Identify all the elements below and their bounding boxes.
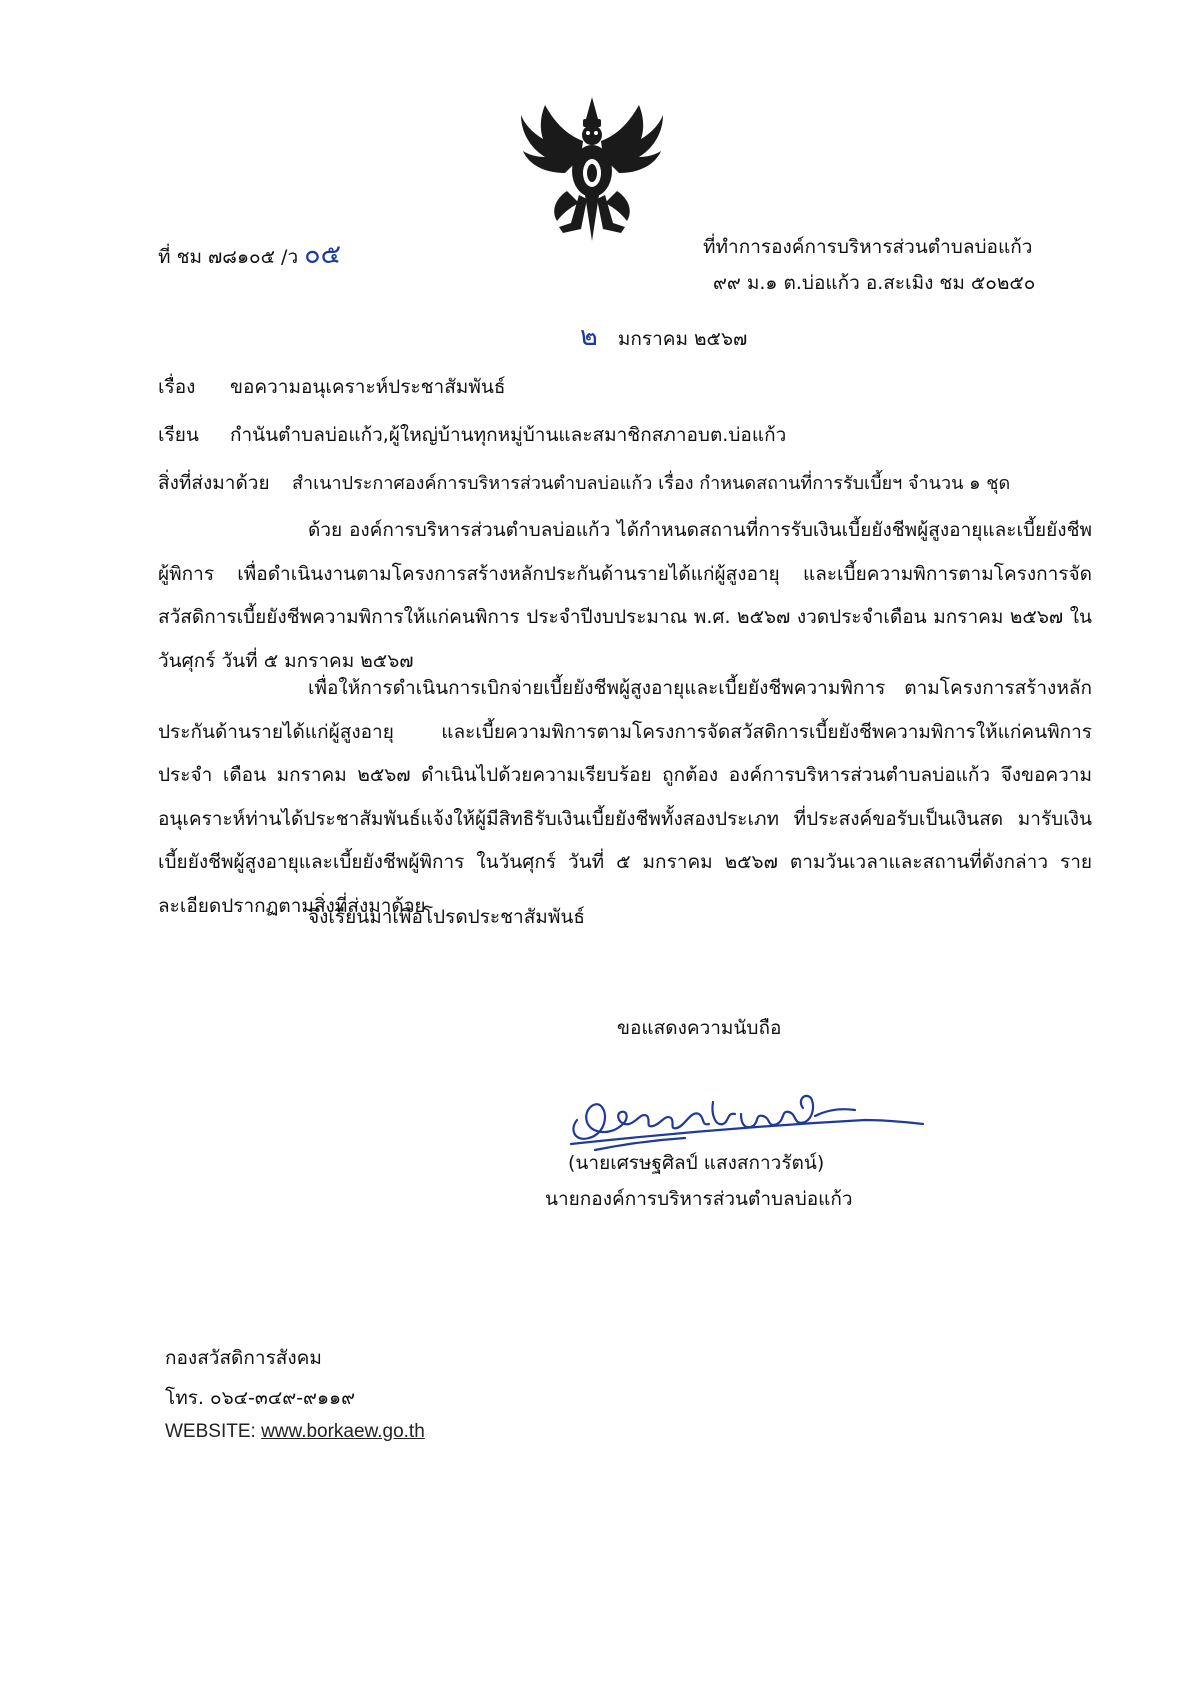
- recipient-label: เรียน: [158, 424, 199, 446]
- closing-regards: ขอแสดงความนับถือ: [617, 1017, 782, 1039]
- attachment-label: สิ่งที่ส่งมาด้วย: [158, 472, 270, 494]
- recipient-value: กำนันตำบลบ่อแก้ว,ผู้ใหญ่บ้านทุกหมู่บ้านและสมาชิกสภาอบต.บ่อแก้ว: [230, 424, 787, 446]
- date-month-year: มกราคม ๒๕๖๗: [617, 328, 748, 350]
- attachment-value: สำเนาประกาศองค์การบริหารส่วนตำบลบ่อแก้ว เรื่อง กำหนดสถานที่การรับเบี้ยฯ จำนวน ๑ ชุด: [292, 473, 1011, 494]
- website-line: [165, 1421, 425, 1443]
- closing-sentence: จึงเรียนมาเพื่อโปรดประชาสัมพันธ์: [308, 906, 585, 928]
- reference-prefix: ที่ ชม ๗๘๑๐๕ /ว: [158, 246, 299, 268]
- office-name: ที่ทำการองค์การบริหารส่วนตำบลบ่อแก้ว: [703, 236, 1033, 258]
- reference-handwritten-number: ๐๕: [304, 239, 342, 270]
- department-phone: โทร. ๐๖๔-๓๔๙-๙๑๑๙: [165, 1387, 355, 1409]
- office-address: ๙๙ ม.๑ ต.บ่อแก้ว อ.สะเมิง ชม ๕๐๒๕๐: [713, 272, 1036, 294]
- garuda-emblem-icon: [515, 95, 670, 245]
- body-paragraph-1: ด้วย องค์การบริหารส่วนตำบลบ่อแก้ว ได้กำหนดสถานที่การรับเงินเบี้ยยังชีพผู้สูงอายุและเบี้ยยังชีพผู้พิการ เพื่อดำเนินงานตามโครงการสร้างหลักประกันด้านรายได้แก่ผู้สูงอายุ และเบี้ยความพิการตามโครงการจัดสวัสดิการเบี้ยยังชีพความพิการให้แก่คนพิการ ประจำปีงบประมาณ พ.ศ. ๒๕๖๗ งวดประจำเดือน มกราคม ๒๕๖๗ ในวันศุกร์ วันที่ ๕ มกราคม ๒๕๖๗: [158, 519, 1092, 672]
- handwritten-signature: [565, 1080, 935, 1155]
- date-handwritten-day: ๒: [580, 321, 598, 352]
- department-name: กองสวัสดิการสังคม: [165, 1347, 322, 1369]
- website-label: WEBSITE:: [165, 1421, 256, 1442]
- subject-value: ขอความอนุเคราะห์ประชาสัมพันธ์: [230, 376, 506, 398]
- document-date: [580, 314, 747, 357]
- signatory-position: นายกองค์การบริหารส่วนตำบลบ่อแก้ว: [545, 1188, 853, 1210]
- website-link[interactable]: www.borkaew.go.th: [261, 1421, 425, 1442]
- signatory-name: (นายเศรษฐศิลป์ แสงสกาวรัตน์): [568, 1152, 825, 1174]
- reference-number: [158, 232, 341, 275]
- body-paragraph-2: เพื่อให้การดำเนินการเบิกจ่ายเบี้ยยังชีพผู้สูงอายุและเบี้ยยังชีพความพิการ ตามโครงการสร้างหลักประกันด้านรายได้แก่ผู้สูงอายุ และเบี้ยความพิการตามโครงการจัดสวัสดิการเบี้ยยังชีพความพิการให้แก่คนพิการ ประจำ เดือน มกราคม ๒๕๖๗ ดำเนินไปด้วยความเรียบร้อย ถูกต้อง องค์การบริหารส่วนตำบลบ่อแก้ว จึงขอความอนุเคราะห์ท่านได้ประชาสัมพันธ์แจ้งให้ผู้มีสิทธิรับเงินเบี้ยยังชีพทั้งสองประเภท ที่ประสงค์ขอรับเป็นเงินสด มารับเงินเบี้ยยังชีพผู้สูงอายุและเบี้ยยังชีพผู้พิการ ในวันศุกร์ วันที่ ๕ มกราคม ๒๕๖๗ ตามวันเวลาและสถานที่ดังกล่าว รายละเอียดปรากฏตามสิ่งที่ส่งมาด้วย: [158, 677, 1092, 917]
- subject-label: เรื่อง: [158, 376, 196, 398]
